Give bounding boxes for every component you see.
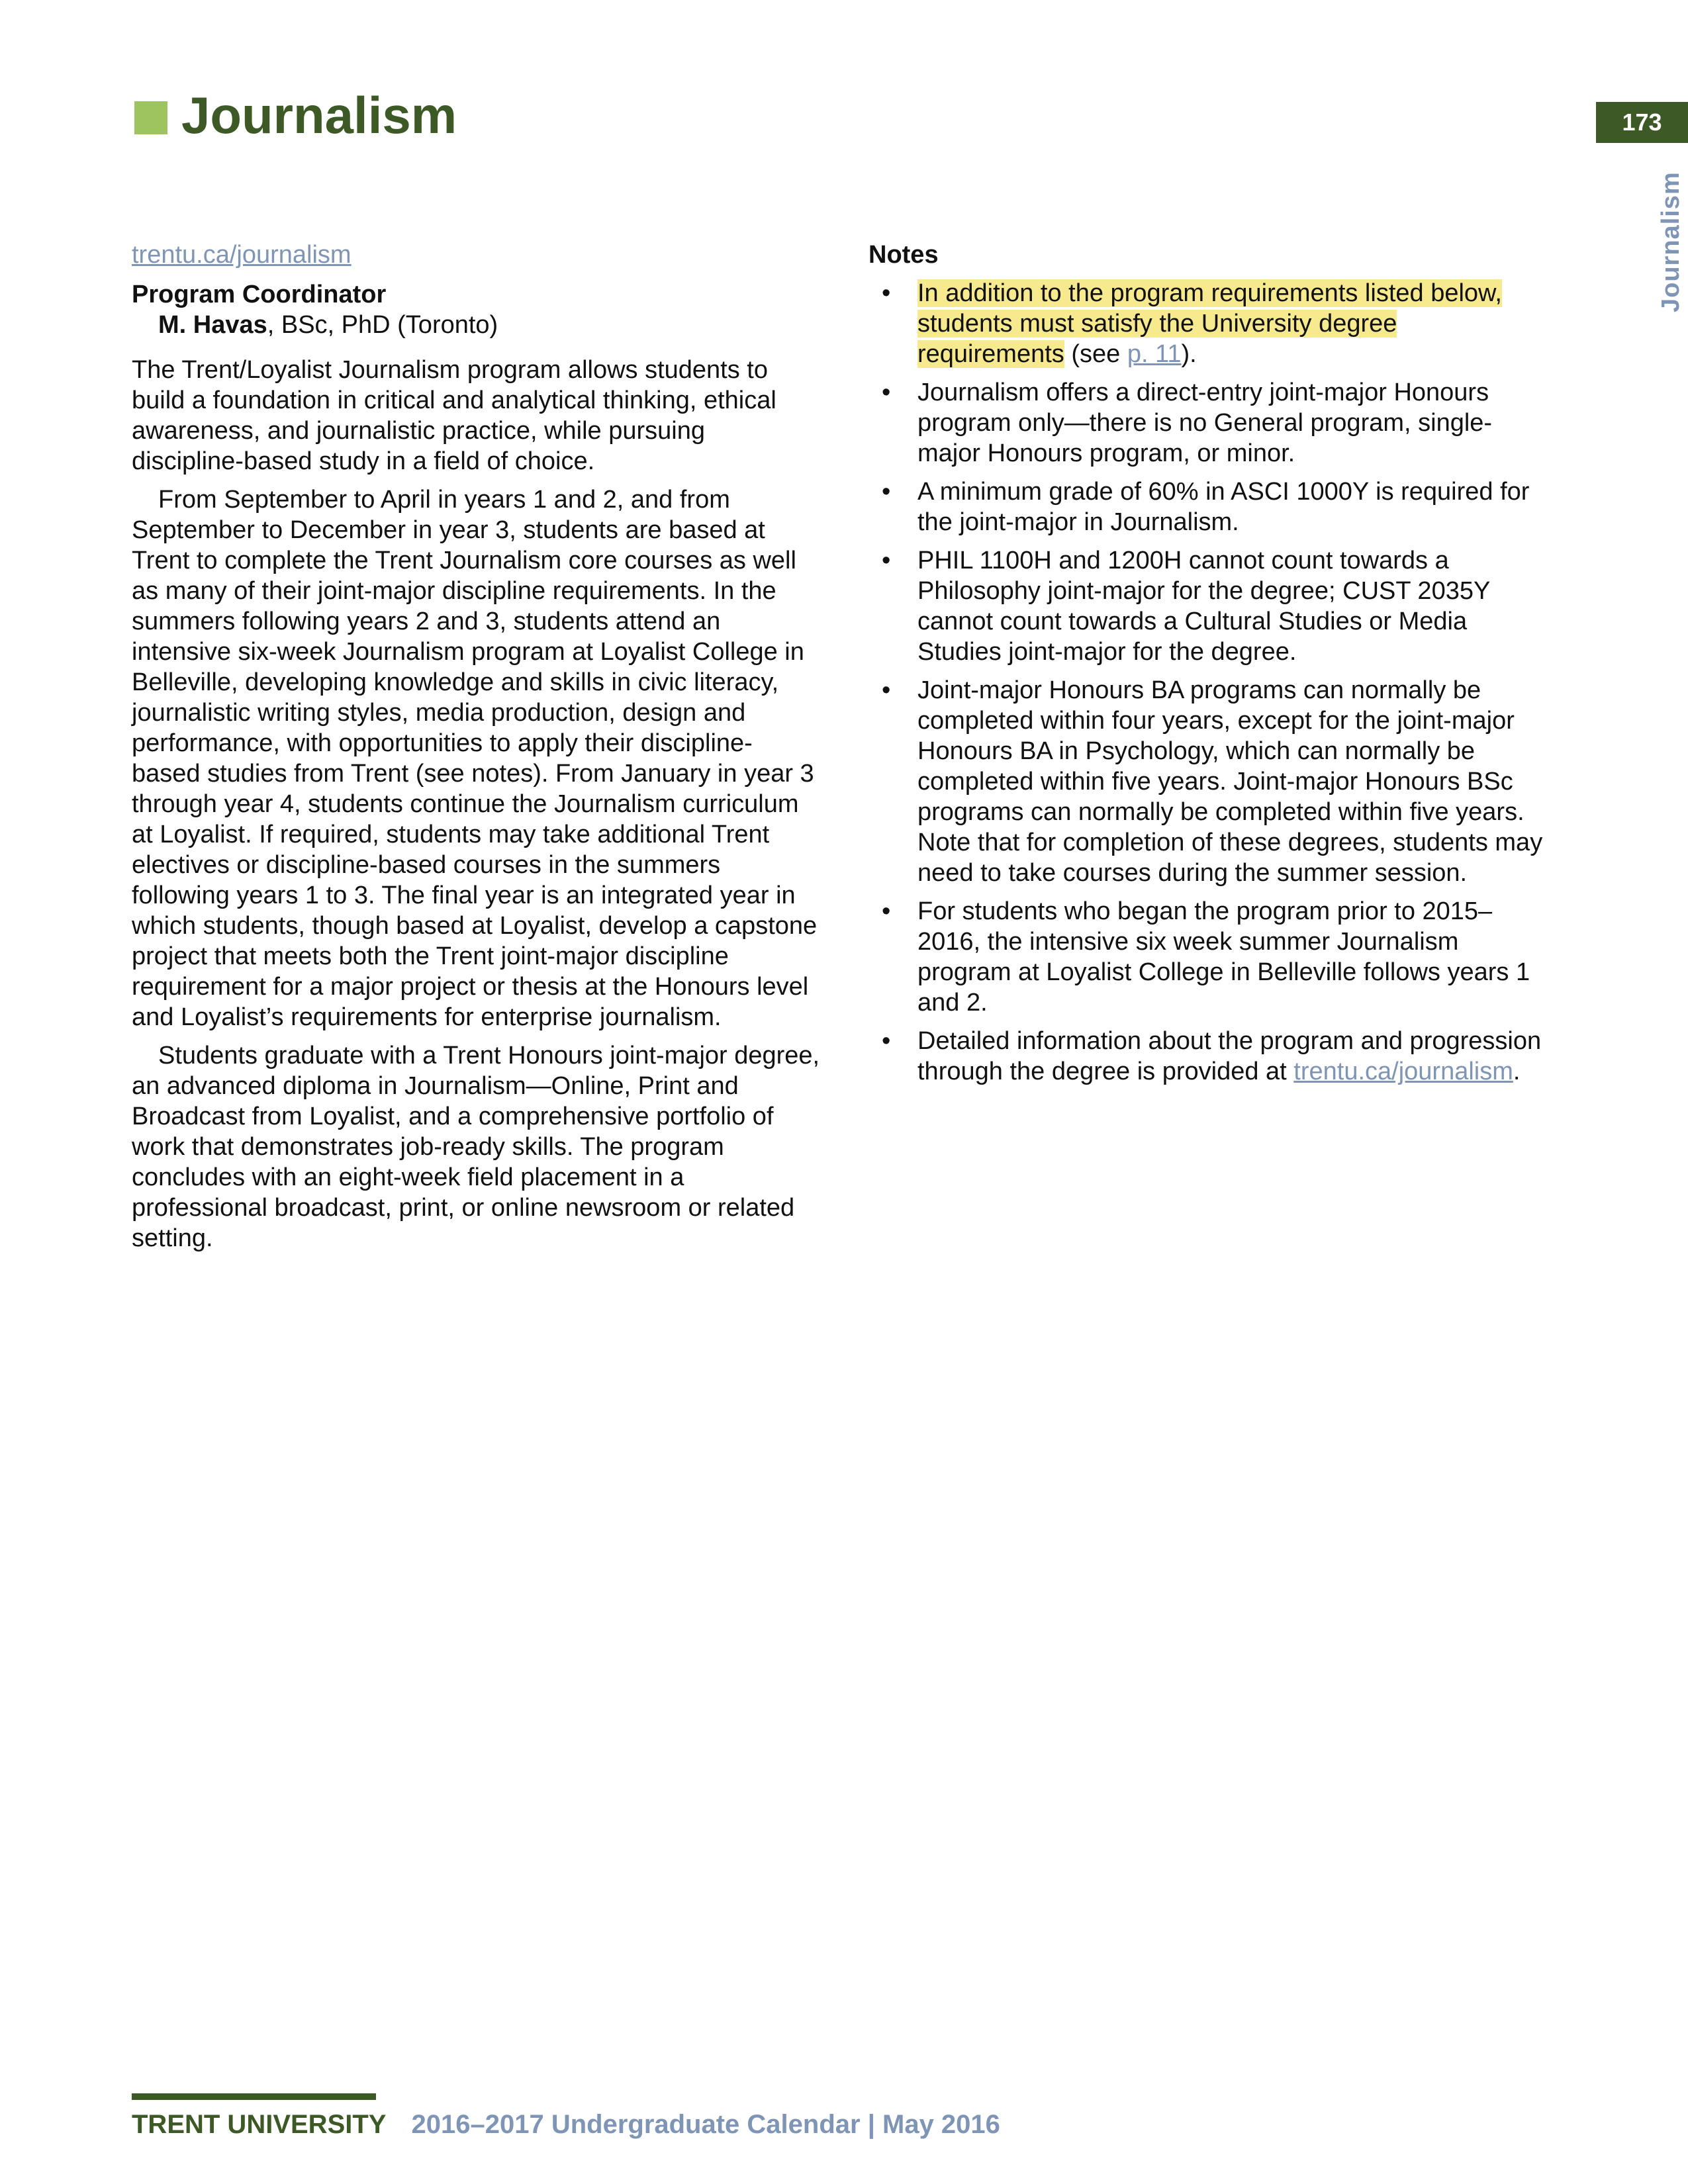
note-closing-text: . <box>1513 1058 1521 1085</box>
notes-heading: Notes <box>868 241 939 269</box>
note-item <box>868 278 1550 369</box>
note-text: Detailed information about the program and progression through the degree is provided at <box>917 1027 1542 1085</box>
note-see-text: (see <box>1064 340 1127 368</box>
notes-list <box>868 278 1550 1087</box>
note-closing-text: ). <box>1181 340 1197 368</box>
schedule-paragraph: From September to April in years 1 and 2, and from September to December in year 3, students are based at Trent to complete the Trent Journalism core courses as well as many of their joint-major discipline requirements. In the summers following years 2 and 3, students attend an intensive six-week Journalism program at Loyalist College in Belleville, developing knowledge and skills in civic literacy, journalistic writing styles, media production, design and performance, with opportunities to apply their discipline-based studies from Trent (see notes). From January in year 3 through year 4, students continue the Journalism curriculum at Loyalist. If required, students may take additional Trent electives or discipline-based courses in the summers following years 1 to 3. The final year is an integrated year in which students, though based at Loyalist, develop a capstone project that meets both the Trent joint-major discipline requirement for a major project or thesis at the Honours level and Loyalist’s requirements for enterprise journalism. <box>132 486 818 1031</box>
bullet-icon: • <box>882 897 891 925</box>
bullet-icon: • <box>882 279 891 307</box>
footer-calendar: 2016–2017 Undergraduate Calendar | May 2016 <box>411 2110 1000 2139</box>
intro-paragraph: The Trent/Loyalist Journalism program allows students to build a foundation in critical and analytical thinking, ethical awareness, and journalistic practice, while pursuing discipline-based study in a field of choice. <box>132 356 776 475</box>
bullet-icon: • <box>882 1027 891 1055</box>
graduation-paragraph: Students graduate with a Trent Honours joint-major degree, an advanced diploma in Journalism—Online, Print and Broadcast from Loyalist, and a comprehensive portfolio of work that demonstrates job-ready skills. The program concludes with an eight-week field placement in a professional broadcast, print, or online newsroom or related setting. <box>132 1042 820 1252</box>
program-url-link[interactable]: trentu.ca/journalism <box>132 241 352 269</box>
bullet-icon: • <box>882 547 891 574</box>
note-item <box>868 675 1550 888</box>
note-item <box>868 1026 1550 1087</box>
note-text: Joint-major Honours BA programs can normally be completed within four years, except for the joint-major Honours BA in Psychology, which can normally be completed within five years. Joint-major Honours BSc programs can normally be completed within five years. Note that for completion of these degrees, students may need to take courses during the summer session. <box>917 676 1543 887</box>
bullet-icon: • <box>882 478 891 506</box>
bullet-icon: • <box>882 379 891 406</box>
footer-university: TRENT UNIVERSITY <box>132 2110 387 2139</box>
notes-column <box>868 240 1550 1095</box>
page-title: Journalism <box>181 86 457 144</box>
note-text: PHIL 1100H and 1200H cannot count towards a Philosophy joint-major for the degree; CUST 2035Y cannot count towards a Cultural Studies or Media Studies joint-major for the degree. <box>917 547 1490 666</box>
footer <box>132 2110 1000 2140</box>
highlighted-requirement-text: In addition to the program requirements listed below, students must satisfy the University degree requirements <box>917 279 1502 368</box>
note-item <box>868 896 1550 1018</box>
note-text: For students who began the program prior to 2015–2016, the intensive six week summer Journalism program at Loyalist College in Belleville follows years 1 and 2. <box>917 897 1530 1017</box>
note-text: A minimum grade of 60% in ASCI 1000Y is required for the joint-major in Journalism. <box>917 478 1530 536</box>
page-reference-link[interactable]: p. 11 <box>1127 340 1182 368</box>
footer-rule <box>132 2093 376 2100</box>
note-text: Journalism offers a direct-entry joint-major Honours program only—there is no General program, single-major Honours program, or minor. <box>917 379 1493 467</box>
coordinator-credentials: , BSc, PhD (Toronto) <box>267 311 498 339</box>
left-column <box>132 240 820 1261</box>
bullet-icon: • <box>882 676 891 704</box>
note-item <box>868 545 1550 667</box>
coordinator-line <box>158 310 820 340</box>
title-square-icon <box>134 101 167 134</box>
coordinator-heading: Program Coordinator <box>132 281 387 308</box>
note-item <box>868 477 1550 537</box>
coordinator-name: M. Havas <box>158 311 267 339</box>
side-section-label: Journalism <box>1657 171 1685 312</box>
program-url-link[interactable]: trentu.ca/journalism <box>1293 1058 1513 1085</box>
program-url-line <box>132 240 820 270</box>
note-item <box>868 377 1550 469</box>
page-number-tab: 173 <box>1596 102 1688 143</box>
